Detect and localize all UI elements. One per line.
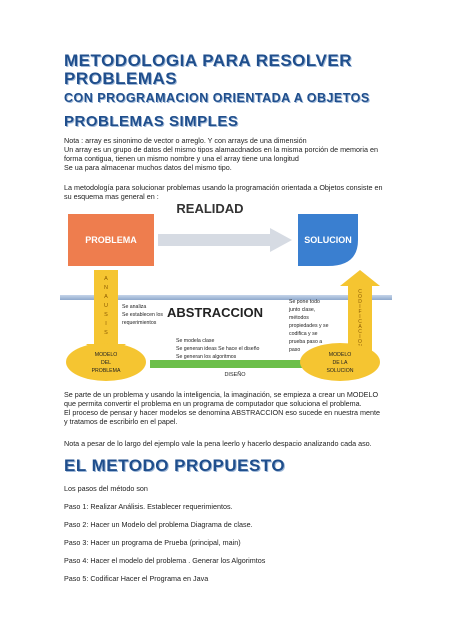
analisis-letter: S <box>104 330 108 336</box>
pone-line: prueba paso a <box>289 339 323 345</box>
abstraction-line: que permita convertir el problema en un programa de computador que soluciona el problema. <box>64 399 362 408</box>
diseno-label: DISEÑO <box>224 372 246 378</box>
pone-line: Se pone todo <box>289 299 320 305</box>
modelo-problema-line: MODELO <box>94 352 118 358</box>
note-text: Nota a pesar de lo largo del ejemplo vale la pena leerlo y hacerlo despacio analizando cada aso. <box>64 439 372 448</box>
intro-line: Se ua para almacenar muchos datos del mismo tipo. <box>64 163 232 172</box>
step-item: Paso 3: Hacer un programa de Prueba (principal, main) <box>64 538 241 547</box>
clase-line: Se generan ideas Se hace el diseño <box>176 346 260 352</box>
step-item: Paso 4: Hacer el modelo del problema . Generar los Algorimtos <box>64 556 266 565</box>
pone-line: propiedades y se <box>289 323 329 329</box>
analisis-letter: A <box>104 276 108 282</box>
abstraction-line: Se parte de un problema y usando la inteligencia, la imaginación, se empieza a crear un MODELO <box>64 390 379 399</box>
modelo-problema-line: DEL <box>100 360 112 366</box>
pone-line: métodos <box>289 315 309 321</box>
page-title-line1: METODOLOGIA PARA RESOLVER <box>64 51 352 70</box>
diagram-svg <box>60 196 392 382</box>
clase-line: Se modela clase <box>176 338 215 344</box>
pone-line: junto clase, <box>289 307 316 313</box>
analisis-letter: A <box>104 294 108 300</box>
methodology-line: su esquema mas general en : <box>64 192 159 201</box>
codificacion-letter: I <box>359 314 361 320</box>
abstraction-line: y tratamos de escribirlo en el papel. <box>64 417 178 426</box>
steps-intro: Los pasos del método son <box>64 484 148 493</box>
realidad-label: REALIDAD <box>176 201 244 216</box>
methodology-diagram <box>60 196 392 382</box>
modelo-solucion-line: SOLUCION <box>326 368 354 374</box>
intro-paragraph <box>64 136 394 172</box>
page-title <box>64 52 352 88</box>
codificacion-letter: I <box>359 334 361 340</box>
page-title-line2: PROBLEMAS <box>64 69 178 88</box>
codificacion-letter: D <box>358 299 362 305</box>
intro-line: forma contigua, tienen un mismo nombre y una el array tiene una longitud <box>64 154 299 163</box>
analiza-line: Se establecen los <box>122 312 163 318</box>
abstraccion-label: ABSTRACCION <box>166 305 264 320</box>
modelo-solucion-line: DE LA <box>332 360 348 366</box>
codificacion-letter: O <box>358 339 362 345</box>
codificacion-letter: F <box>358 309 362 315</box>
codificacion-letter: O <box>358 294 362 300</box>
clase-line: Se generan los algoritmos <box>176 354 237 360</box>
codificacion-letter: C <box>358 319 362 325</box>
analisis-letter: U <box>104 303 108 309</box>
page-subtitle: CON PROGRAMACION ORIENTADA A OBJETOS <box>64 91 370 105</box>
section-heading-metodo-propuesto: EL METODO PROPUESTO <box>64 456 286 475</box>
modelo-solucion-line: MODELO <box>328 352 352 358</box>
analisis-letter: I <box>105 321 107 327</box>
codificacion-letter: A <box>358 324 362 330</box>
step-item: Paso 5: Codificar Hacer el Programa en Java <box>64 574 209 583</box>
abstraction-paragraph <box>64 390 394 426</box>
realidad-arrow <box>158 228 292 252</box>
analisis-letter: S <box>104 312 108 318</box>
modelo-problema-line: PROBLEMA <box>91 368 121 374</box>
analisis-letter: N <box>104 285 108 291</box>
pone-line: paso <box>289 347 301 353</box>
codificacion-letter: C <box>358 289 362 295</box>
section-heading-problemas-simples: PROBLEMAS SIMPLES <box>64 113 239 130</box>
codificacion-letter: C <box>358 329 362 335</box>
analiza-line: Se analiza <box>122 304 147 310</box>
problema-label: PROBLEMA <box>85 235 137 245</box>
intro-line: Un array es un grupo de datos del mismo tipos alamacdnados en la misma porción de memoria en <box>64 145 379 154</box>
solucion-label: SOLUCION <box>304 235 352 245</box>
intro-line: Nota : array es sinonimo de vector o arreglo. Y con arrays de una dimensión <box>64 136 307 145</box>
pone-line: codifica y se <box>289 331 318 337</box>
analiza-line: requerimientos <box>122 320 157 326</box>
methodology-line: La metodología para solucionar problemas usando la programación orientada a Objetos consiste en <box>64 183 383 192</box>
abstraction-line: El proceso de pensar y hacer modelos se denomina ABSTRACCION eso sucede en nuestra mente <box>64 408 381 417</box>
step-item: Paso 1: Realizar Análisis. Establecer requerimientos. <box>64 502 233 511</box>
step-item: Paso 2: Hacer un Modelo del problema Diagrama de clase. <box>64 520 253 529</box>
codificacion-letter: I <box>359 304 361 310</box>
